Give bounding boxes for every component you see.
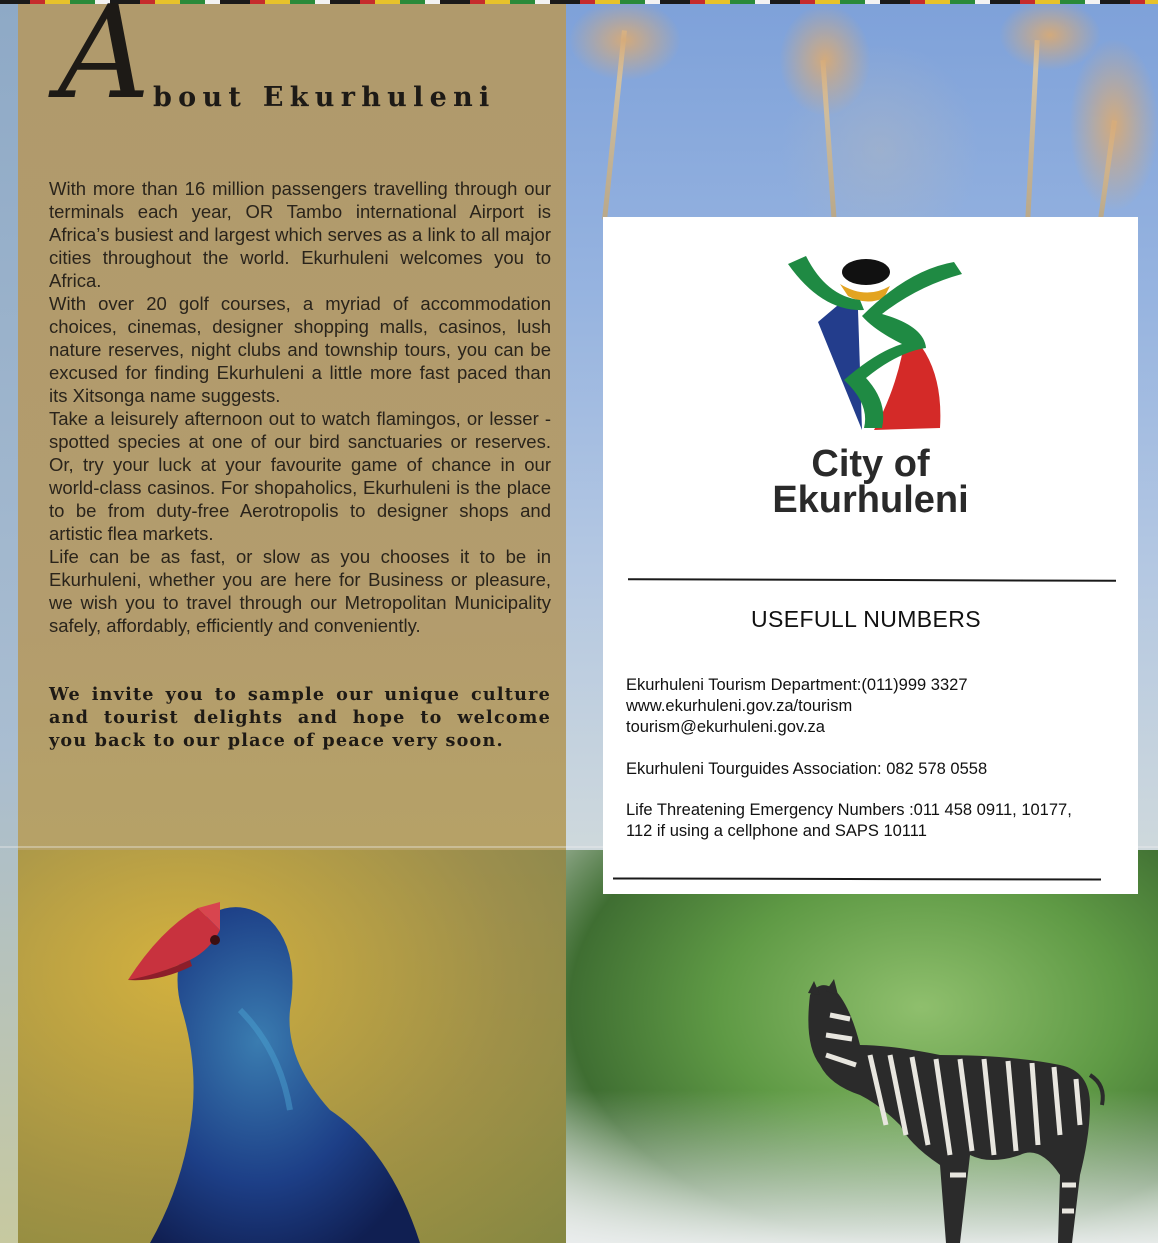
divider-top [628,578,1116,582]
zebra-illustration [790,975,1110,1243]
emergency-contact [626,800,1116,842]
heading-title: bout Ekurhuleni [153,82,496,113]
useful-numbers-card [603,217,1138,894]
invitation-text: We invite you to sample our unique culture and tourist delights and hope to welcome you back to our place of peace very soon. [49,684,551,751]
tourism-department-phone: Ekurhuleni Tourism Department:(011)999 3327 [626,676,968,694]
emergency-numbers-line1: Life Threatening Emergency Numbers :011 458 0911, 10177, [626,801,1072,819]
decorative-top-strip [0,0,1158,4]
reed-plume [1070,40,1158,210]
about-body-text [49,177,551,637]
useful-numbers-title: USEFULL NUMBERS [750,606,982,632]
tourism-department-contact [626,675,1116,738]
reed-plume [570,0,680,80]
paragraph-attractions: With over 20 golf courses, a myriad of accommodation choices, cinemas, designer shopping malls, casinos, lush nature reserves, night clubs and township tours, you can be excused for finding Ekurhuleni a little more fast paced than its Xitsonga name suggests. [49,293,551,406]
tourism-email-link[interactable]: tourism@ekurhuleni.gov.za [626,718,825,736]
divider-bottom [613,877,1101,880]
paragraph-airport: With more than 16 million passengers travelling through our terminals each year, OR Tambo international Airport is Africa’s busiest and largest which serves as a link to all major cities throughout the world. Ekurhuleni welcomes you to Africa. [49,178,551,291]
tourguides-phone: Ekurhuleni Tourguides Association: 082 578 0558 [626,760,988,778]
swamphen-bird-illustration [120,890,470,1243]
paragraph-leisure: Take a leisurely afternoon out to watch flamingos, or lesser -spotted species at one of our bird sanctuaries or reserves. Or, try your luck at your favourite game of chance in our world-class casinos. For shopaholics, Ekurhuleni is the place to be from duty-free Aerotropolis to designer shops and artistic flea markets. [49,408,551,544]
city-logo-icon [778,252,968,442]
tourguides-contact [626,759,1116,780]
tourism-website-link[interactable]: www.ekurhuleni.gov.za/tourism [626,697,853,715]
paragraph-travel: Life can be as fast, or slow as you chooses it to be in Ekurhuleni, whether you are here for Business or pleasure, we wish you to travel through our Metropolitan Municipality safely, affordably, efficiently and conveniently. [49,546,551,636]
logo-wordmark-line2: Ekurhuleni [772,479,969,521]
reed-plume [780,5,870,115]
emergency-numbers-line2: 112 if using a cellphone and SAPS 10111 [626,822,927,840]
left-edge-background [0,0,18,1243]
heading-drop-cap: A [58,0,151,128]
logo-wordmark-line1: City of [811,443,930,485]
